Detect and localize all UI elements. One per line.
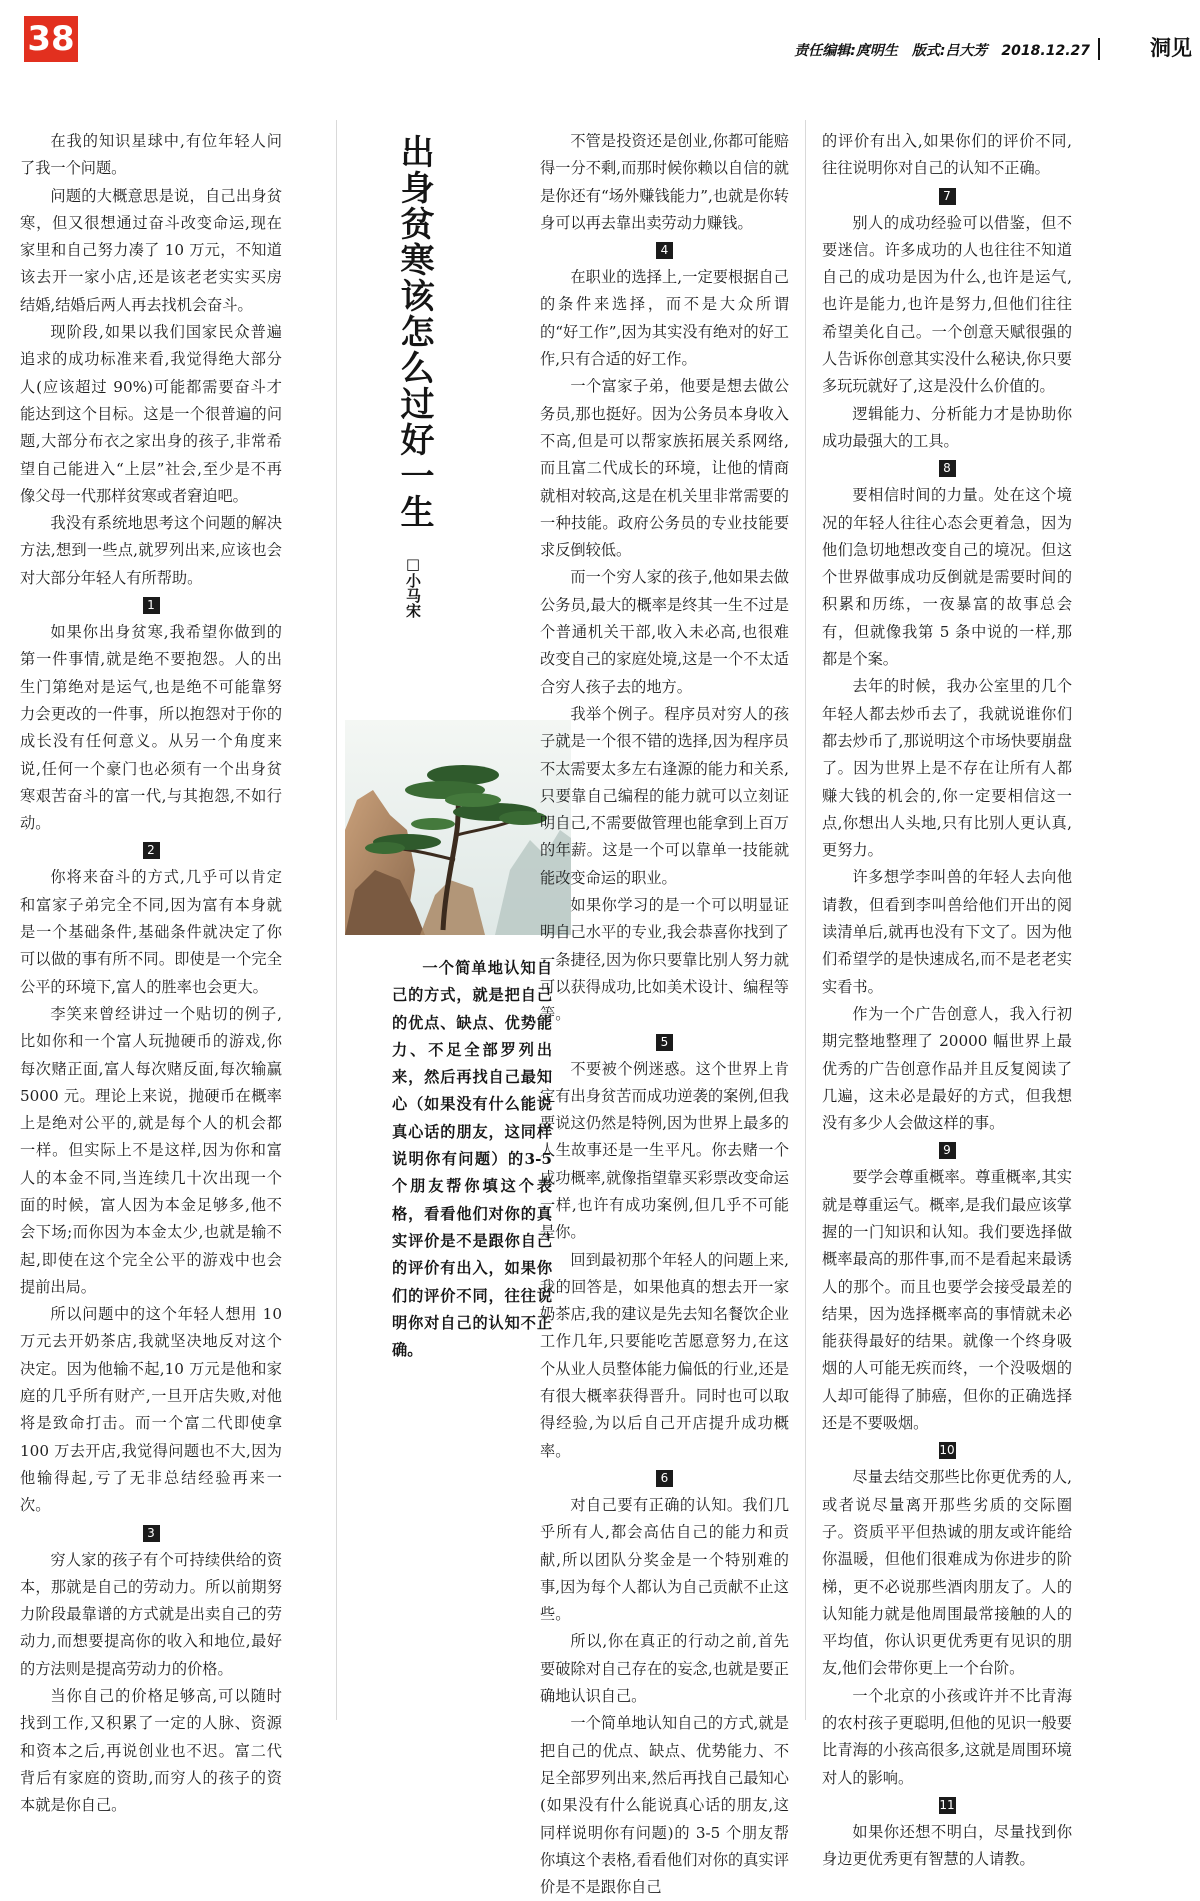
article-paragraph: 如果你还想不明白，尽量找到你身边更优秀更有智慧的人请教。 — [822, 1822, 1072, 1869]
article-paragraph: 要学会尊重概率。尊重概率,其实就是尊重运气。概率,是我们最应该掌握的一门知识和认知。我们要选择做概率最高的那件事,而不是看起来最诱人的那个。而且也要学会接受最差的结果，因为选择概率高的事情就未必能获得最好的结果。就像一个终身吸烟的人可能无疾而终，一个没吸烟的人却可能得了肺癌，但你的正确选择还是不要吸烟。 — [822, 1168, 1072, 1433]
article-paragraph: 不要被个例迷惑。这个世界上肯定有出身贫苦而成功逆袭的案例,但我要说这仍然是特例,因为世界上最多的人生故事还是一生平凡。你去赌一个成功概率,就像指望靠买彩票改变命运一样,也许有成功案例,但几乎不可能是你。 — [540, 1059, 789, 1242]
pine-tree-photo — [345, 720, 571, 935]
article-paragraph: 如果你学习的是一个可以明显证明自己水平的专业,我会恭喜你找到了一条捷径,因为你只要靠比别人努力就可以获得成功,比如美术设计、编程等等。 — [540, 896, 789, 1024]
article-paragraph: 当你自己的价格足够高,可以随时找到工作,又积累了一定的人脉、资源和资本之后,再说创业也不迟。富二代背后有家庭的资助,而穷人的孩子的资本就是你自己。 — [20, 1687, 282, 1815]
section-number-badge: 3 — [143, 1525, 160, 1542]
section-number-badge: 5 — [656, 1034, 673, 1051]
section-number-badge: 2 — [143, 842, 160, 859]
section-number-badge: 7 — [939, 188, 956, 205]
article-paragraph: 的评价有出入,如果你们的评价不同,往往说明你对自己的认知不正确。 — [822, 132, 1072, 178]
section-number-badge: 6 — [656, 1470, 673, 1487]
section-number-badge: 1 — [143, 597, 160, 614]
section-number-badge: 11 — [939, 1797, 955, 1812]
section-number-badge: 9 — [939, 1142, 956, 1159]
article-paragraph: 回到最初那个年轻人的问题上来,我的回答是，如果他真的想去开一家奶茶店,我的建议是先去知名餐饮企业工作几年,只要能吃苦愿意努力,在这个从业人员整体能力偏低的行业,还是有很大概率获得晋升。同时也可以取得经验,为以后自己开店提升成功概率。 — [540, 1250, 789, 1460]
editor-info: 责任编辑:庹明生 版式:吕大芳 2018.12.27 — [794, 43, 1090, 59]
article-title: 出身贫寒该怎么过好一生 — [394, 134, 434, 530]
page-number: 38 — [24, 16, 78, 62]
article-paragraph: 去年的时候，我办公室里的几个年轻人都去炒币去了，我就说谁你们都去炒币了,那说明这个市场快要崩盘了。因为世界上是不存在让所有人都赚大钱的机会的,你一定要相信这一点,你想出人头地,只有比别人更认真,更努力。 — [822, 677, 1072, 860]
header-divider — [1098, 38, 1100, 60]
article-paragraph: 你将来奋斗的方式,几乎可以肯定和富家子弟完全不同,因为富有本身就是一个基础条件,基础条件就决定了你可以做的事有所不同。即使是一个完全公平的环境下,富人的胜率也会更大。 — [20, 868, 282, 996]
article-paragraph: 一个北京的小孩或许并不比青海的农村孩子更聪明,但他的见识一般要比青海的小孩高很多,这就是周围环境对人的影响。 — [822, 1686, 1072, 1787]
column-divider — [805, 120, 806, 1720]
article-paragraph: 一个富家子弟，他要是想去做公务员,那也挺好。因为公务员本身收入不高,但是可以帮家族拓展关系网络,而且富二代成长的环境，让他的情商就相对较高,这是在机关里非常需要的一种技能。政府公务员的专业技能要求反倒较低。 — [540, 377, 789, 560]
article-column-3 — [822, 128, 1072, 1874]
article-paragraph: 许多想学李叫兽的年轻人去向他请教，但看到李叫兽给他们开出的阅读清单后,就再也没有下文了。因为他们希望学的是快速成名,而不是老老实实看书。 — [822, 868, 1072, 996]
article-paragraph: 不管是投资还是创业,你都可能赔得一分不剩,而那时候你赖以自信的就是你还有“场外赚钱能力”,也就是你转身可以再去靠出卖劳动力赚钱。 — [540, 132, 789, 232]
article-author: □小马宋 — [404, 555, 422, 618]
article-paragraph: 尽量去结交那些比你更优秀的人,或者说尽量离开那些劣质的交际圈子。资质平平但热诚的朋友或许能给你温暖，但他们很难成为你进步的阶梯，更不必说那些酒肉朋友了。人的认知能力就是他周围最常接触的人的平均值，你认识更优秀更有见识的朋友,他们会带你更上一个台阶。 — [822, 1468, 1072, 1678]
section-number-badge: 10 — [939, 1443, 955, 1458]
article-paragraph: 问题的大概意思是说，自己出身贫寒，但又很想通过奋斗改变命运,现在家里和自己努力凑了 10 万元，不知道该去开一家小店,还是该老老实实买房结婚,结婚后两人再去找机会奋斗。 — [20, 186, 282, 314]
section-number-badge: 8 — [939, 460, 956, 477]
article-paragraph: 逻辑能力、分析能力才是协助你成功最强大的工具。 — [822, 404, 1072, 450]
article-paragraph: 我没有系统地思考这个问题的解决方法,想到一些点,就罗列出来,应该也会对大部分年轻人有所帮助。 — [20, 514, 282, 587]
article-column-2 — [540, 128, 789, 1901]
article-paragraph: 对自己要有正确的认知。我们几乎所有人,都会高估自己的能力和贡献,所以团队分奖金是一个特别难的事,因为每个人都认为自己贡献不止这些。 — [540, 1495, 789, 1624]
section-name: 洞见 — [1150, 36, 1192, 60]
article-paragraph: 穷人家的孩子有个可持续供给的资本，那就是自己的劳动力。所以前期努力阶段最靠谱的方式就是出卖自己的劳动力,而想要提高你的收入和地位,最好的方法则是提高劳动力的价格。 — [20, 1550, 282, 1678]
pull-quote-text: 一个简单地认知自己的方式，就是把自己的优点、缺点、优势能力、不足全部罗列出来，然后再找自己最知心（如果没有什么能说真心话的朋友，这同样说明你有问题）的3-5个朋友帮你填这个表格，看看他们对你的真实评价是不是跟你自己的评价有出入，如果你们的评价不同，往往说明你对自己的认知不正确。 — [392, 959, 552, 1360]
pine-tree-illustration — [345, 720, 571, 935]
article-paragraph: 作为一个广告创意人，我入行初期完整地整理了 20000 幅世界上最优秀的广告创意作品并且反复阅读了几遍，这未必是最好的方式，但我想没有多少人会做这样的事。 — [822, 1004, 1072, 1133]
article-paragraph: 在我的知识星球中,有位年轻人问了我一个问题。 — [20, 132, 282, 178]
article-paragraph: 而一个穷人家的孩子,他如果去做公务员,最大的概率是终其一生不过是个普通机关干部,收入未必高,也很难改变自己的家庭处境,这是一个不太适合穷人孩子去的地方。 — [540, 568, 789, 696]
article-paragraph: 一个简单地认知自己的方式,就是把自己的优点、缺点、优势能力、不足全部罗列出来,然后再找自己最知心(如果没有什么能说真心话的朋友,这同样说明你有问题)的 3-5 个朋友帮你填这个表格,看看他们对你的真实评价是不是跟你自己 — [540, 1714, 789, 1897]
article-paragraph: 现阶段,如果以我们国家民众普遍追求的成功标准来看,我觉得绝大部分人(应该超过 90%)可能都需要奋斗才能达到这个目标。这是一个很普遍的问题,大部分布衣之家出身的孩子,非常希望自己能进入“上层”社会,至少是不再像父母一代那样贫寒或者窘迫吧。 — [20, 323, 282, 505]
article-paragraph: 所以问题中的这个年轻人想用 10 万元去开奶茶店,我就坚决地反对这个决定。因为他输不起,10 万元是他和家庭的几乎所有财产,一旦开店失败,对他将是致命打击。而一个富二代即使拿 100 万去开店,我觉得问题也不大,因为他输得起,亏了无非总结经验再来一次。 — [20, 1305, 282, 1515]
page-header — [0, 0, 1200, 80]
article-paragraph: 别人的成功经验可以借鉴，但不要迷信。许多成功的人也往往不知道自己的成功是因为什么,也许是运气,也许是能力,也许是努力,但他们往往希望美化自己。一个创意天赋很强的人告诉你创意其实没什么秘诀,你只要多玩玩就好了,这是没什么价值的。 — [822, 213, 1072, 396]
article-paragraph: 所以,你在真正的行动之前,首先要破除对自己存在的妄念,也就是要正确地认识自己。 — [540, 1632, 789, 1706]
section-number-badge: 4 — [656, 242, 673, 259]
article-paragraph: 在职业的选择上,一定要根据自己的条件来选择，而不是大众所谓的“好工作”,因为其实没有绝对的好工作,只有合适的好工作。 — [540, 268, 789, 369]
article-paragraph: 如果你出身贫寒,我希望你做到的第一件事情,就是绝不要抱怨。人的出生门第绝对是运气,也是绝不可能靠努力会更改的一件事，所以抱怨对于你的成长没有任何意义。从另一个角度来说,任何一个豪门也必须有一个出身贫寒艰苦奋斗的富一代,与其抱怨,不如行动。 — [20, 623, 282, 833]
article-paragraph: 我举个例子。程序员对穷人的孩子就是一个很不错的选择,因为程序员不太需要太多左右逢源的能力和关系,只要靠自己编程的能力就可以立刻证明自己,不需要做管理也能拿到上百万的年薪。这是一个可以靠单一技能就能改变命运的职业。 — [540, 704, 789, 887]
column-divider — [336, 120, 337, 1720]
article-column-1 — [20, 128, 282, 1820]
article-paragraph: 李笑来曾经讲过一个贴切的例子,比如你和一个富人玩抛硬币的游戏,你每次赌正面,富人每次赌反面,每次输赢 5000 元。理论上来说，抛硬币在概率上是绝对公平的,就是每个人的机会都一样。但实际上不是这样,因为你和富人的本金不同,当连续几十次出现一个面的时候，富人因为本金足够多,他不会下场;而你因为本金太少,也就是输不起,即使在这个完全公平的游戏中也会提前出局。 — [20, 1004, 282, 1296]
pull-quote — [392, 955, 552, 1364]
article-paragraph: 要相信时间的力量。处在这个境况的年轻人往往心态会更着急，因为他们急切地想改变自己的境况。但这个世界做事成功反倒就是需要时间的积累和历练，一夜暴富的故事总会有，但就像我第 5 条中说的一样,那都是个案。 — [822, 486, 1072, 669]
